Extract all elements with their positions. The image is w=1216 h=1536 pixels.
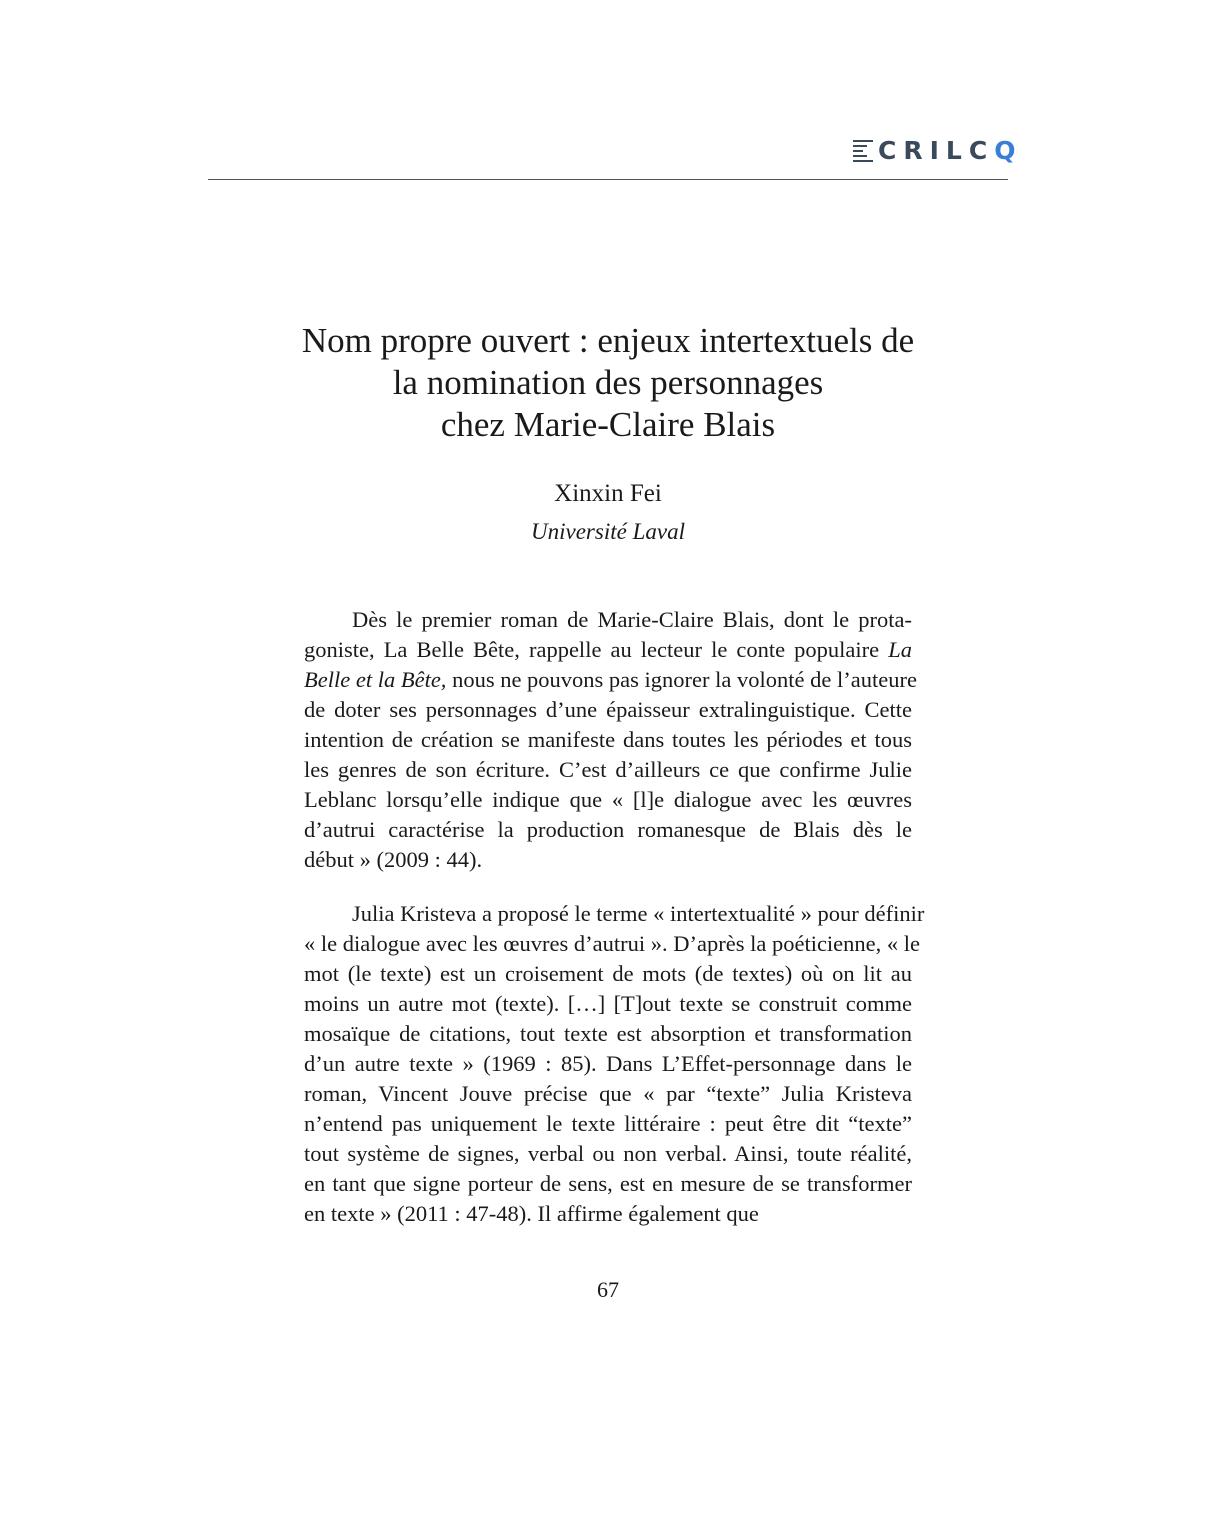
text-line: en texte » (2011 : 47-48). Il affirme également que (304, 1201, 759, 1226)
logo-wordmark (878, 135, 1016, 165)
text-line: en tant que signe porteur de sens, est en mesure de se transformer (304, 1171, 912, 1196)
author-affiliation: Université Laval (531, 519, 685, 544)
page-number: 67 (597, 1277, 619, 1302)
author-name: Xinxin Fei (554, 480, 662, 507)
text-line: mosaïque de citations, tout texte est absorption et transformation (304, 1021, 912, 1046)
article-title (260, 320, 956, 446)
text-line: Julia Kristeva a proposé le terme « intertextualité » pour définir (352, 901, 925, 926)
logo-accent-letter: Q (994, 135, 1016, 165)
body-paragraph (304, 899, 925, 1229)
text-line: d’un autre texte » (1969 : 85). Dans L’Effet-personnage dans le (304, 1051, 912, 1076)
title-line: chez Marie-Claire Blais (440, 405, 776, 444)
text-line: de doter ses personnages d’une épaisseur extralinguistique. Cette (304, 697, 912, 722)
text-line-content: goniste, La Belle Bête, rappelle au lecteur le conte populaire La (304, 637, 912, 662)
text-line: moins un autre mot (texte). […] [T]out texte se construit comme (304, 991, 912, 1016)
logo-lines-icon (853, 138, 873, 162)
text-line-content: Belle et la Bête, nous ne pouvons pas ignorer la volonté de l’auteure (304, 667, 917, 692)
text-line: Leblanc lorsqu’elle indique que « [l]e dialogue avec les œuvres (304, 787, 912, 812)
italic-title-fragment: La (888, 637, 912, 662)
text-line: mot (le texte) est un croisement de mots (de textes) où on lit au (304, 961, 912, 986)
text-line: les genres de son écriture. C’est d’ailleurs ce que confirme Julie (304, 757, 912, 782)
text-line (304, 665, 917, 695)
italic-title-fragment: Belle et la Bête, (304, 667, 447, 692)
text-line: n’entend pas uniquement le texte littéraire : peut être dit “texte” (304, 1111, 912, 1136)
text-line: tout système de signes, verbal ou non verbal. Ainsi, toute réalité, (304, 1141, 912, 1166)
text-line (304, 635, 912, 665)
body-paragraph (304, 605, 917, 875)
text-line: roman, Vincent Jouve précise que « par “texte” Julia Kristeva (304, 1081, 912, 1106)
text-line: Dès le premier roman de Marie-Claire Blais, dont le prota- (352, 607, 912, 632)
title-line: la nomination des personnages (392, 363, 824, 402)
crilcq-logo (853, 134, 1015, 166)
title-line: Nom propre ouvert : enjeux intertextuels de (301, 321, 915, 360)
header-divider (208, 179, 1008, 180)
text-line: d’autrui caractérise la production romanesque de Blais dès le (304, 817, 912, 842)
text-line: intention de création se manifeste dans toutes les périodes et tous (304, 727, 912, 752)
text-line: « le dialogue avec les œuvres d’autrui ». D’après la poéticienne, « le (304, 931, 921, 956)
logo-text: CRILC (878, 135, 995, 165)
text-line: début » (2009 : 44). (304, 847, 483, 872)
